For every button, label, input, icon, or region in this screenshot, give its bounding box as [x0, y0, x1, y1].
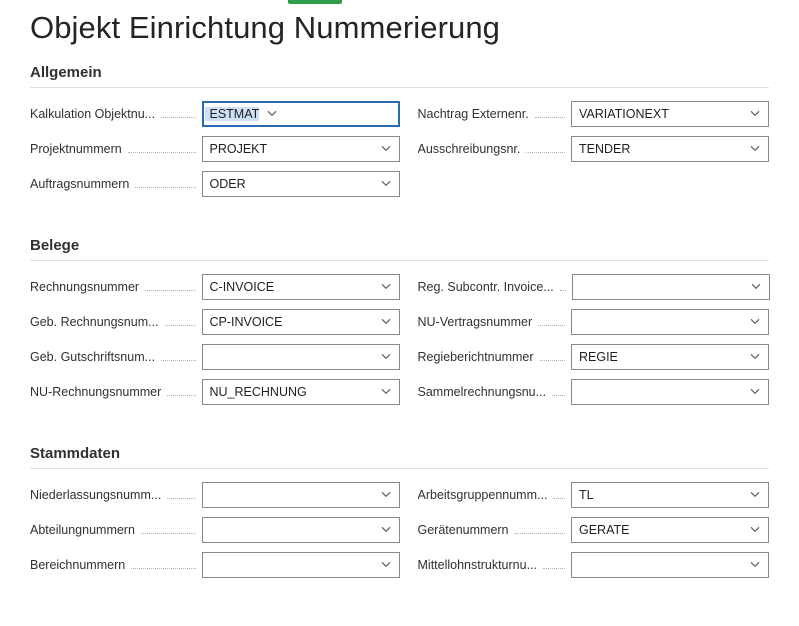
combobox-value: CP-INVOICE — [209, 314, 283, 329]
label-leader-dots — [145, 278, 195, 291]
field-label: Nachtrag Externenr. — [417, 106, 529, 121]
section-stammdaten — [30, 445, 769, 582]
geb-rechnungsnummer-combobox[interactable] — [202, 309, 400, 335]
chevron-down-icon[interactable] — [373, 310, 399, 334]
field-row — [418, 269, 770, 304]
field-row — [418, 96, 770, 131]
section-header-belege: Belege — [30, 237, 769, 261]
field-label: Geb. Gutschriftsnum... — [30, 349, 156, 364]
combobox-value: PROJEKT — [209, 141, 268, 156]
reg-subcontr-invoice-combobox[interactable] — [572, 274, 770, 300]
geb-gutschriftsnummer-combobox[interactable] — [202, 344, 400, 370]
label-leader-dots — [552, 383, 565, 396]
field-label: Mittellohnstrukturnu... — [417, 557, 537, 572]
combobox-value: NU_RECHNUNG — [209, 384, 307, 399]
combobox-value: ESTMAT — [205, 107, 260, 121]
label-leader-dots — [553, 486, 565, 499]
label-leader-dots — [535, 105, 565, 118]
label-leader-dots — [167, 486, 195, 499]
section-belege — [30, 237, 769, 409]
chevron-down-icon[interactable] — [743, 275, 769, 299]
section-allgemein — [30, 64, 769, 201]
field-row — [30, 304, 400, 339]
chevron-down-icon[interactable] — [373, 380, 399, 404]
section-spacer — [30, 201, 769, 231]
combobox-value: ODER — [209, 176, 246, 191]
niederlassungsnummern-combobox[interactable] — [202, 482, 400, 508]
chevron-down-icon[interactable] — [742, 553, 768, 577]
label-leader-dots — [526, 140, 565, 153]
label-leader-dots — [560, 278, 566, 291]
combobox-value: VARIATIONEXT — [579, 106, 669, 121]
label-leader-dots — [161, 105, 195, 118]
label-leader-dots — [141, 521, 196, 534]
label-leader-dots — [538, 313, 565, 326]
field-label: Geb. Rechnungsnum... — [30, 314, 159, 329]
fields-belege — [30, 269, 769, 409]
nu-rechnungsnummer-combobox[interactable] — [202, 379, 400, 405]
combobox-value: GERATE — [579, 522, 630, 537]
field-row — [418, 547, 770, 582]
label-leader-dots — [167, 383, 195, 396]
field-label: Niederlassungsnumm... — [30, 487, 162, 502]
chevron-down-icon[interactable] — [373, 275, 399, 299]
chevron-down-icon[interactable] — [742, 310, 768, 334]
sammelrechnungsnummer-combobox[interactable] — [571, 379, 769, 405]
fields-allgemein — [30, 96, 769, 201]
fields-stammdaten — [30, 477, 769, 582]
accent-bar — [288, 0, 342, 4]
page-title: Objekt Einrichtung Nummerierung — [30, 10, 501, 45]
kalkulation-objektnummern-combobox[interactable] — [202, 101, 400, 127]
chevron-down-icon[interactable] — [742, 483, 768, 507]
field-label: Gerätenummern — [417, 522, 509, 537]
section-header-allgemein: Allgemein — [30, 64, 769, 88]
abteilungnummern-combobox[interactable] — [202, 517, 400, 543]
field-label: Abteilungnummern — [30, 522, 135, 537]
chevron-down-icon[interactable] — [373, 172, 399, 196]
chevron-down-icon[interactable] — [373, 137, 399, 161]
field-row — [30, 477, 400, 512]
arbeitsgruppennummern-combobox[interactable] — [571, 482, 769, 508]
column-right-belege — [400, 269, 770, 409]
bereichnummern-combobox[interactable] — [202, 552, 400, 578]
ausschreibungsnr-combobox[interactable] — [571, 136, 769, 162]
field-label: Auftragsnummern — [30, 176, 130, 191]
projektnummern-combobox[interactable] — [202, 136, 400, 162]
combobox-value: TL — [579, 487, 594, 502]
field-row — [418, 339, 770, 374]
field-label: Bereichnummern — [30, 557, 126, 572]
field-row — [30, 269, 400, 304]
mittellohnstrukturnummern-combobox[interactable] — [571, 552, 769, 578]
column-right-allgemein — [400, 96, 770, 201]
field-label: Arbeitsgruppennumm... — [417, 487, 548, 502]
label-leader-dots — [543, 556, 565, 569]
label-leader-dots — [161, 348, 195, 361]
chevron-down-icon[interactable] — [742, 137, 768, 161]
field-label: NU-Rechnungsnummer — [30, 384, 162, 399]
field-row — [30, 339, 400, 374]
field-row — [30, 374, 400, 409]
field-label: Kalkulation Objektnu... — [30, 106, 156, 121]
regieberichtnummer-combobox[interactable] — [571, 344, 769, 370]
chevron-down-icon[interactable] — [373, 483, 399, 507]
field-label: Ausschreibungsnr. — [417, 141, 521, 156]
label-leader-dots — [165, 313, 196, 326]
geraetenummern-combobox[interactable] — [571, 517, 769, 543]
chevron-down-icon[interactable] — [742, 380, 768, 404]
section-header-stammdaten: Stammdaten — [30, 445, 769, 469]
label-leader-dots — [540, 348, 565, 361]
label-leader-dots — [131, 556, 195, 569]
section-spacer — [30, 409, 769, 439]
column-left-stammdaten — [30, 477, 400, 582]
chevron-down-icon[interactable] — [373, 518, 399, 542]
field-label: Rechnungsnummer — [30, 279, 140, 294]
nu-vertragsnummer-combobox[interactable] — [571, 309, 769, 335]
nachtrag-externenr-combobox[interactable] — [571, 101, 769, 127]
chevron-down-icon[interactable] — [373, 345, 399, 369]
field-row — [30, 547, 400, 582]
field-label: Sammelrechnungsnu... — [417, 384, 547, 399]
field-row — [418, 512, 770, 547]
chevron-down-icon[interactable] — [742, 102, 768, 126]
field-label: Projektnummern — [30, 141, 122, 156]
chevron-down-icon[interactable] — [259, 102, 285, 126]
field-row — [30, 96, 400, 131]
field-row — [418, 477, 770, 512]
field-row — [418, 131, 770, 166]
column-right-stammdaten — [400, 477, 770, 582]
field-label: Reg. Subcontr. Invoice... — [417, 279, 554, 294]
field-label: Regieberichtnummer — [417, 349, 534, 364]
rechnungsnummer-combobox[interactable] — [202, 274, 400, 300]
field-row — [30, 131, 400, 166]
label-leader-dots — [515, 521, 565, 534]
combobox-value: TENDER — [579, 141, 631, 156]
column-left-belege — [30, 269, 400, 409]
field-row — [418, 304, 770, 339]
field-row — [30, 512, 400, 547]
auftragsnummern-combobox[interactable] — [202, 171, 400, 197]
field-label: NU-Vertragsnummer — [417, 314, 533, 329]
chevron-down-icon[interactable] — [373, 553, 399, 577]
label-leader-dots — [135, 175, 195, 188]
combobox-value: REGIE — [579, 349, 618, 364]
label-leader-dots — [128, 140, 196, 153]
field-row — [30, 166, 400, 201]
combobox-value: C-INVOICE — [209, 279, 275, 294]
field-row — [418, 374, 770, 409]
chevron-down-icon[interactable] — [742, 518, 768, 542]
column-left-allgemein — [30, 96, 400, 201]
chevron-down-icon[interactable] — [742, 345, 768, 369]
